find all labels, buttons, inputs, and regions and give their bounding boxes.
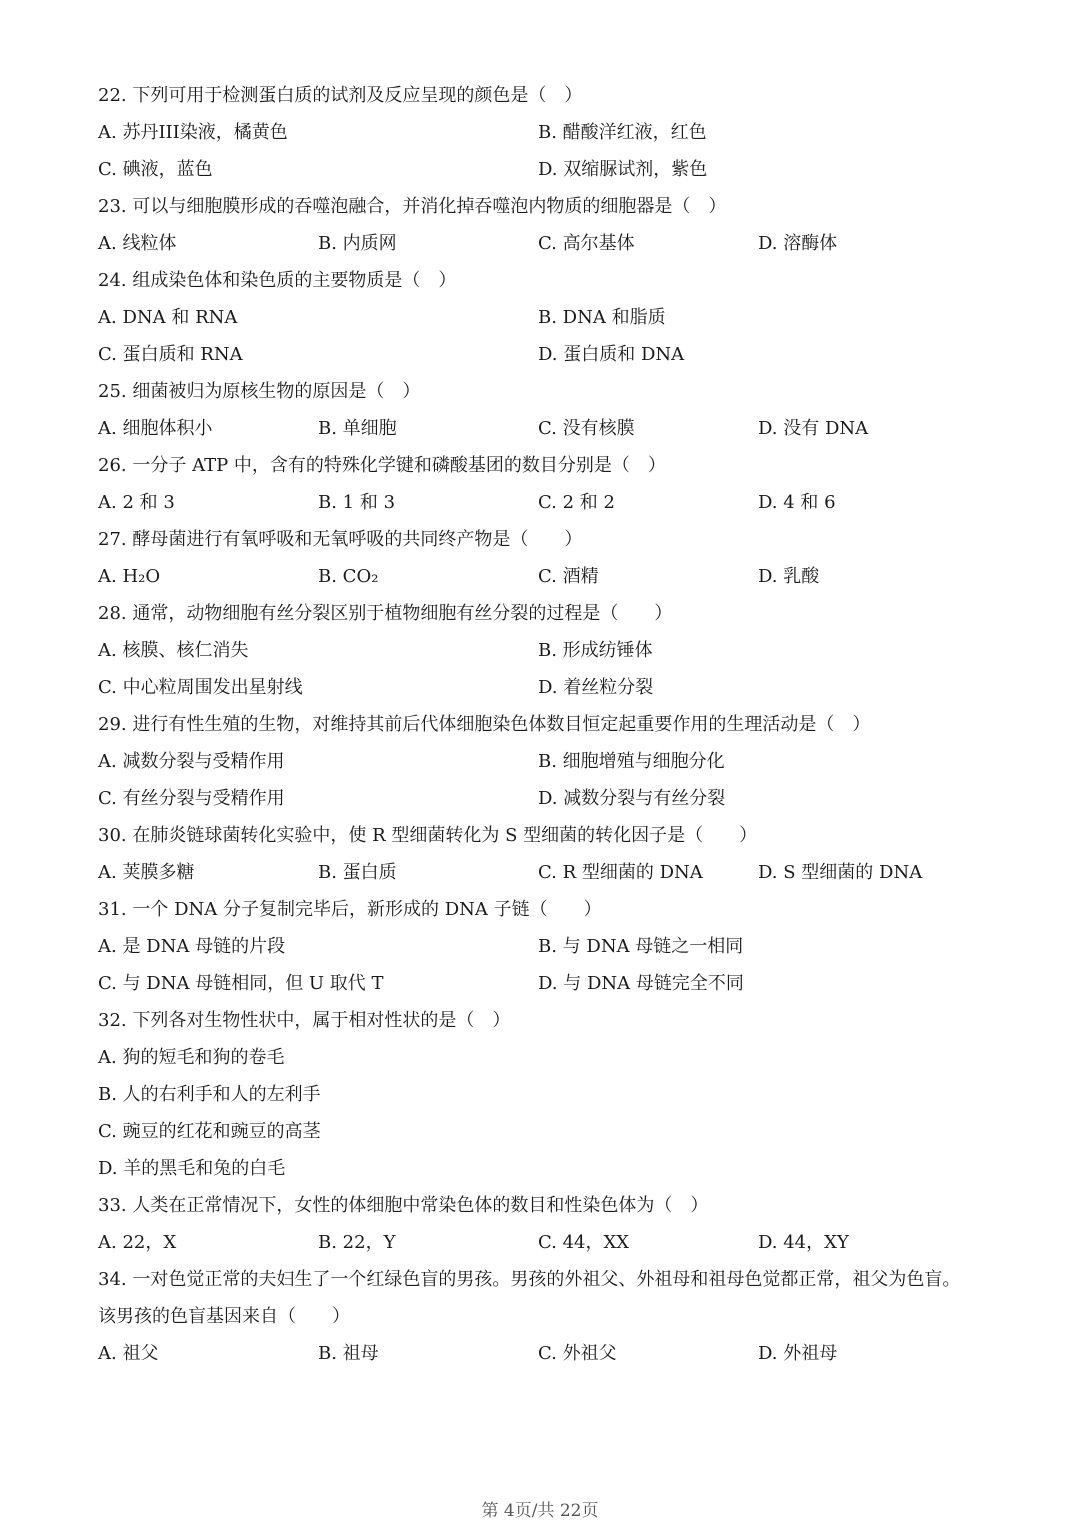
option-d: D. 4 和 6 [758,492,836,513]
option-a: A. 狗的短毛和狗的卷毛 [98,1047,285,1068]
option-a: A. 线粒体 [98,233,177,254]
option-b: B. 1 和 3 [318,492,396,513]
option-row [98,632,998,669]
option-d: D. 没有 DNA [758,418,869,439]
question-stem: 33. 人类在正常情况下，女性的体细胞中常染色体的数目和性染色体为（ ） [98,1195,709,1216]
option-row [98,558,998,595]
option-a: A. 2 和 3 [98,492,175,513]
option-c: C. 高尔基体 [538,233,635,254]
option-d: D. 乳酸 [758,566,820,587]
question-stem: 28. 通常，动物细胞有丝分裂区别于植物细胞有丝分裂的过程是（ ） [98,603,673,624]
option-d: D. 羊的黑毛和兔的白毛 [98,1158,286,1179]
option-a: A. 减数分裂与受精作用 [98,751,285,772]
option-a: A. 苏丹III染液，橘黄色 [98,122,288,143]
question-stem: 29. 进行有性生殖的生物，对维持其前后代体细胞染色体数目恒定起重要作用的生理活动是（ ） [98,714,871,735]
option-b: B. 单细胞 [318,418,397,439]
option-b: B. 与 DNA 母链之一相同 [538,936,744,957]
option-c: C. 中心粒周围发出星射线 [98,677,303,698]
option-row [98,669,998,706]
option-b: B. 蛋白质 [318,862,397,883]
option-a: A. 荚膜多糖 [98,862,195,883]
option-row [98,151,998,188]
option-d: D. 溶酶体 [758,233,838,254]
option-row [98,114,998,151]
option-b: B. 人的右利手和人的左利手 [98,1084,321,1105]
option-c: C. 外祖父 [538,1343,617,1364]
option-d: D. 蛋白质和 DNA [538,344,685,365]
question-stem: 26. 一分子 ATP 中，含有的特殊化学键和磷酸基团的数目分别是（ ） [98,455,666,476]
option-d: D. 双缩脲试剂，紫色 [538,159,708,180]
option-c: C. 与 DNA 母链相同，但 U 取代 T [98,973,384,994]
question-stem: 27. 酵母菌进行有氧呼吸和无氧呼吸的共同终产物是（ ） [98,529,583,550]
option-row [98,743,998,780]
option-d: D. 外祖母 [758,1343,838,1364]
option-row [98,410,998,447]
option-d: D. 着丝粒分裂 [538,677,654,698]
option-c: C. 2 和 2 [538,492,615,513]
question-stem: 22. 下列可用于检测蛋白质的试剂及反应呈现的颜色是（ ） [98,85,583,106]
option-c: C. 没有核膜 [538,418,635,439]
question-stem: 23. 可以与细胞膜形成的吞噬泡融合，并消化掉吞噬泡内物质的细胞器是（ ） [98,196,727,217]
option-a: A. 祖父 [98,1343,159,1364]
question-stem: 34. 一对色觉正常的夫妇生了一个红绿色盲的男孩。男孩的外祖父、外祖母和祖母色觉都正常，祖父为色盲。 [98,1269,961,1290]
option-a: A. 22，X [98,1232,177,1253]
option-row [98,780,998,817]
option-d: D. 减数分裂与有丝分裂 [538,788,726,809]
question-stem: 30. 在肺炎链球菌转化实验中，使 R 型细菌转化为 S 型细菌的转化因子是（ ） [98,825,758,846]
question-stem-continued: 该男孩的色盲基因来自（ ） [98,1306,350,1327]
question-stem: 32. 下列各对生物性状中，属于相对性状的是（ ） [98,1010,511,1031]
option-row [98,225,998,262]
option-a: A. 核膜、核仁消失 [98,640,249,661]
option-row [98,1335,998,1372]
question-list [98,77,998,1372]
option-row [98,928,998,965]
option-a: A. H₂O [98,566,161,587]
option-c: C. 酒精 [538,566,599,587]
option-row [98,484,998,521]
option-b: B. CO₂ [318,566,379,587]
option-c: C. 有丝分裂与受精作用 [98,788,285,809]
option-a: A. DNA 和 RNA [98,307,238,328]
question-stem: 24. 组成染色体和染色质的主要物质是（ ） [98,270,457,291]
option-b: B. 祖母 [318,1343,379,1364]
option-c: C. 蛋白质和 RNA [98,344,243,365]
option-b: B. 醋酸洋红液，红色 [538,122,707,143]
option-b: B. 22，Y [318,1232,396,1253]
option-a: A. 细胞体积小 [98,418,213,439]
option-d: D. 与 DNA 母链完全不同 [538,973,744,994]
option-c: C. R 型细菌的 DNA [538,862,703,883]
question-stem: 25. 细菌被归为原核生物的原因是（ ） [98,381,421,402]
page-number: 第 4页/共 22页 [481,1501,599,1521]
option-d: D. S 型细菌的 DNA [758,862,923,883]
option-c: C. 豌豆的红花和豌豆的高茎 [98,1121,321,1142]
option-b: B. 细胞增殖与细胞分化 [538,751,725,772]
option-b: B. 内质网 [318,233,397,254]
option-row [98,299,998,336]
option-b: B. 形成纺锤体 [538,640,653,661]
question-stem: 31. 一个 DNA 分子复制完毕后，新形成的 DNA 子链（ ） [98,899,602,920]
option-row [98,336,998,373]
option-row [98,1224,998,1261]
option-row [98,854,998,891]
option-b: B. DNA 和脂质 [538,307,666,328]
option-row [98,965,998,1002]
option-c: C. 碘液，蓝色 [98,159,213,180]
option-a: A. 是 DNA 母链的片段 [98,936,286,957]
option-d: D. 44，XY [758,1232,849,1253]
option-c: C. 44，XX [538,1232,630,1253]
